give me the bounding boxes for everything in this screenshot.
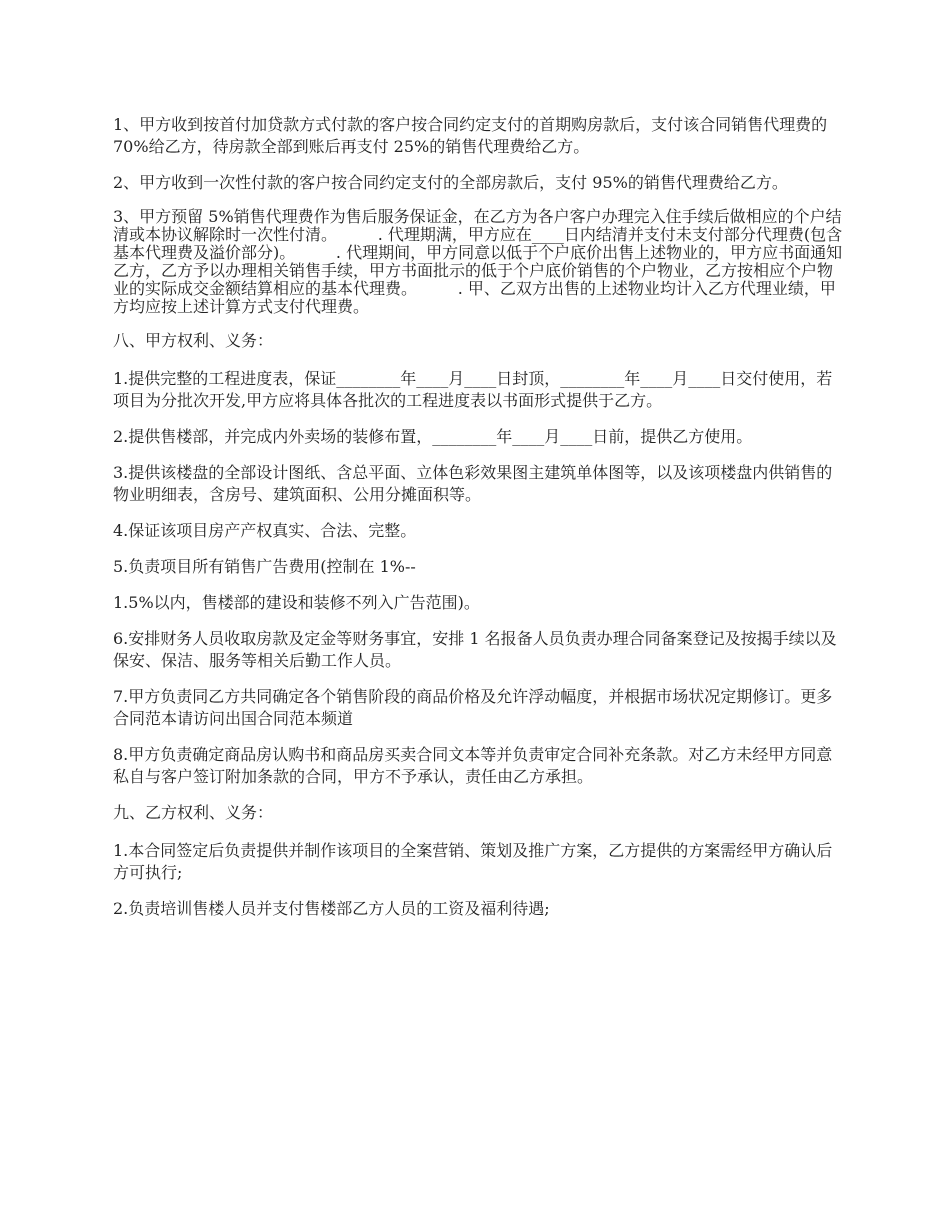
section-heading-8: 八、甲方权利、义务：: [113, 331, 274, 350]
paragraph-8-5: 5.负责项目所有销售广告费用(控制在 1%--: [113, 557, 416, 576]
paragraph-8-5-cont: 1.5%以内，售楼部的建设和装修不列入广告范围)。: [113, 593, 480, 612]
document-page: [113, 114, 848, 934]
paragraph-1: 1、甲方收到按首付加贷款方式付款的客户按合同约定支付的首期购房款后，支付该合同销售代理费的 70%给乙方，待房款全部到账后再支付 25%的销售代理费给乙方。: [113, 115, 833, 156]
paragraph-8-8: 8.甲方负责确定商品房认购书和商品房买卖合同文本等并负责审定合同补充条款。对乙方未经甲方同意私自与客户签订附加条款的合同，甲方不予承认，责任由乙方承担。: [113, 745, 833, 786]
paragraph-8-6: 6.安排财务人员收取房款及定金等财务事宜，安排 1 名报备人员负责办理合同备案登记及按揭手续以及保安、保洁、服务等相关后勤工作人员。: [113, 629, 837, 670]
paragraph-2: 2、甲方收到一次性付款的客户按合同约定支付的全部房款后，支付 95%的销售代理费给乙方。: [113, 173, 788, 192]
section-heading-9: 九、乙方权利、义务：: [113, 803, 274, 822]
paragraph-9-2: 2.负责培训售楼人员并支付售楼部乙方人员的工资及福利待遇;: [113, 899, 550, 918]
paragraph-8-7: 7.甲方负责同乙方共同确定各个销售阶段的商品价格及允许浮动幅度，并根据市场状况定期修订。更多合同范本请访问出国合同范本频道: [113, 687, 833, 728]
paragraph-9-1: 1.本合同签定后负责提供并制作该项目的全案营销、策划及推广方案，乙方提供的方案需经甲方确认后方可执行;: [113, 841, 833, 882]
paragraph-3: 3、甲方预留 5%销售代理费作为售后服务保证金，在乙方为各户客户办理完入住手续后做相应的个户结清或本协议解除时一次性付清。 . 代理期满，甲方应在____日内结清并支付未支付部分代理费(包含基本代理费及溢价部分)。 . 代理期间，甲方同意以低于个户底价出售上述物业的，甲方应书面通知乙方，乙方予以办理相关销售手续，甲方书面批示的低于个户底价销售的个户物业，乙方按相应个户物业的实际成交金额结算相应的基本代理费。 . 甲、乙双方出售的上述物业均计入乙方代理业绩，甲方均应按上述计算方式支付代理费。: [113, 207, 843, 316]
paragraph-8-3: 3.提供该楼盘的全部设计图纸、含总平面、立体色彩效果图主建筑单体图等，以及该项楼盘内供销售的物业明细表，含房号、建筑面积、公用分摊面积等。: [113, 463, 833, 504]
paragraph-8-1: 1.提供完整的工程进度表，保证________年____月____日封顶，________年____月____日交付使用，若项目为分批次开发,甲方应将具体各批次的工程进度表以书面形式提供于乙方。: [113, 369, 833, 410]
paragraph-8-4: 4.保证该项目房产产权真实、合法、完整。: [113, 521, 417, 540]
paragraph-8-2: 2.提供售楼部，并完成内外卖场的装修布置，________年____月____日前，提供乙方使用。: [113, 427, 753, 446]
